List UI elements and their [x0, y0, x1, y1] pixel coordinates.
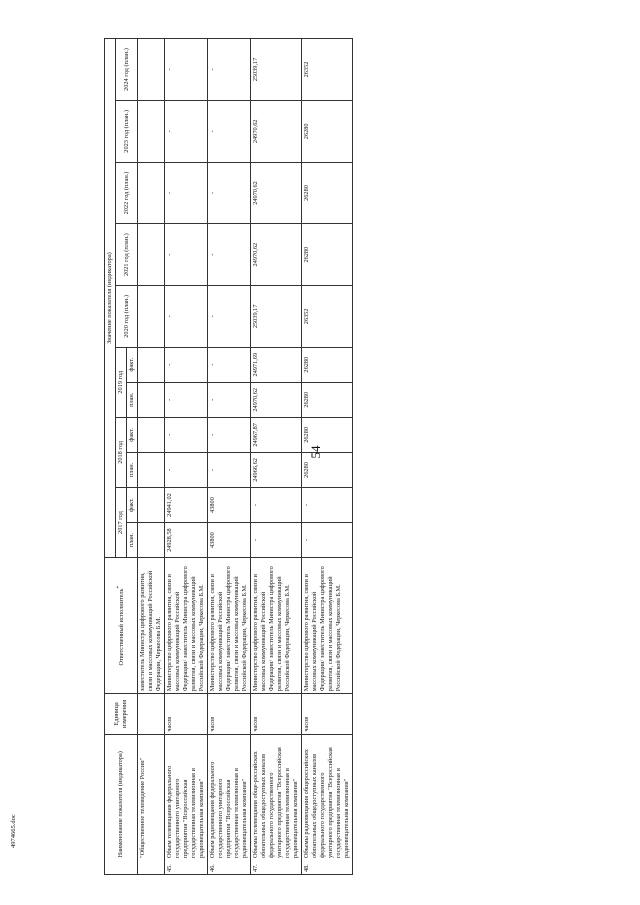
header-values-group: Значение показателя (индикатора) — [105, 39, 116, 558]
cell-value — [138, 100, 165, 162]
cell-indicator-name — [251, 734, 302, 874]
cell-value — [138, 285, 165, 347]
row-number: 46. — [209, 864, 216, 872]
cell-value: 26280 — [302, 452, 353, 487]
cell-value — [138, 417, 165, 452]
cell-value: 24970,62 — [251, 162, 302, 224]
header-2019-fact: факт. — [127, 347, 138, 382]
header-executor-text: Ответственный исполнитель — [118, 588, 126, 666]
rotated-table-page — [104, 38, 536, 875]
cell-executor: Министерство цифрового развития, связи и массовых коммуникаций Российской Федерации/ заместитель Министра цифрового развития, связи и массовых коммуникаций Российской Федерации, Черкесова Б.М. — [165, 558, 208, 694]
cell-value: 26280 — [302, 382, 353, 417]
indicator-name: Объемы радиовещания общероссийских обязательных общедоступных каналов федерального государственного унитарного предприятия "Всероссийская государственная телевизионная и радиовещательная компания" — [303, 747, 350, 858]
cell-value — [138, 224, 165, 286]
cell-value — [138, 452, 165, 487]
header-year-2023: 2023 год (план.) — [116, 100, 138, 162]
header-year-2021: 2021 год (план.) — [116, 224, 138, 286]
cell-unit: часов — [165, 694, 208, 734]
cell-value: - — [251, 523, 302, 558]
cell-value: 24967,87 — [251, 417, 302, 452]
cell-value: 24928,58 — [165, 523, 208, 558]
cell-indicator-name — [208, 734, 251, 874]
cell-executor: Министерство цифрового развития, связи и массовых коммуникаций Российской Федерации/ заместитель Министра цифрового развития, связи и массовых коммуникаций Российской Федерации, Черкесова Б.М. — [302, 558, 353, 694]
table-body — [138, 39, 353, 875]
cell-value — [138, 347, 165, 382]
cell-unit: часов — [302, 694, 353, 734]
header-2019-plan: план. — [127, 382, 138, 417]
cell-value: 24966,62 — [251, 452, 302, 487]
cell-value: - — [165, 39, 208, 101]
header-year-2017: 2017 год — [116, 487, 127, 557]
cell-value: - — [302, 523, 353, 558]
cell-value: - — [165, 382, 208, 417]
indicator-name: "Общественное телевидение России" — [139, 757, 146, 858]
cell-value: 26280 — [302, 100, 353, 162]
footer-code: 4974665.doc — [10, 814, 17, 848]
header-year-2020: 2020 год (план.) — [116, 285, 138, 347]
cell-unit — [138, 694, 165, 734]
header-executor — [105, 558, 138, 694]
cell-executor: Министерство цифрового развития, связи и массовых коммуникаций Российской Федерации/ заместитель Министра цифрового развития, связи и массовых коммуникаций Российской Федерации, Черкесова Б.М. — [251, 558, 302, 694]
cell-value: - — [165, 162, 208, 224]
cell-value — [138, 523, 165, 558]
cell-value: - — [208, 347, 251, 382]
cell-value: - — [165, 452, 208, 487]
cell-value: 24970,62 — [251, 224, 302, 286]
cell-value: - — [208, 162, 251, 224]
cell-value: 24941,02 — [165, 487, 208, 522]
cell-value: - — [165, 347, 208, 382]
row-number: 47. — [252, 864, 259, 872]
cell-value: 24970,62 — [251, 382, 302, 417]
indicator-name: Объем радиовещания федерального государственного унитарного предприятия "Всероссийская государственная телевизионная и радиовещательная компания" — [209, 761, 248, 858]
table-row — [302, 39, 353, 875]
indicator-name: Объем телевещания федерального государственного унитарного предприятия "Всероссийская государственная телевизионная и радиовещательная компания" — [166, 765, 205, 858]
cell-value: - — [208, 224, 251, 286]
cell-value: 24971,69 — [251, 347, 302, 382]
cell-value: - — [165, 285, 208, 347]
cell-value: 26280 — [302, 162, 353, 224]
cell-value: 26280 — [302, 224, 353, 286]
header-name: Наименование показателя (индикатора) — [105, 734, 138, 874]
cell-value: - — [208, 382, 251, 417]
cell-value: - — [208, 285, 251, 347]
header-executor-mark: * — [116, 585, 123, 589]
cell-value: - — [208, 39, 251, 101]
cell-executor: заместитель Министра цифрового развития, связи и массовых коммуникаций Российской Федерации, Черкесова Б.М. — [138, 558, 165, 694]
header-year-2024: 2024 год (план.) — [116, 39, 138, 101]
row-number: 45. — [166, 864, 173, 872]
header-2017-fact: факт. — [127, 487, 138, 522]
cell-value: 26352 — [302, 39, 353, 101]
row-number: 48. — [303, 864, 310, 872]
cell-value: - — [208, 100, 251, 162]
cell-indicator-name — [165, 734, 208, 874]
cell-value: - — [208, 417, 251, 452]
cell-value: 24970,62 — [251, 100, 302, 162]
cell-value: 26352 — [302, 285, 353, 347]
cell-value: - — [302, 487, 353, 522]
table-row — [251, 39, 302, 875]
cell-value — [138, 39, 165, 101]
page-number: 54 — [308, 445, 323, 459]
cell-unit: часов — [251, 694, 302, 734]
cell-value: 25039,17 — [251, 285, 302, 347]
cell-value: 25039,17 — [251, 39, 302, 101]
indicator-name: Объемы телевещания обще-российских обязательных общедоступных каналов федерального государственного унитарного предприятия "Всероссийская государственная телевизионная и радиовещательная компания" — [252, 747, 299, 858]
cell-value — [138, 382, 165, 417]
table-row — [138, 39, 165, 875]
cell-executor: Министерство цифрового развития, связи и массовых коммуникаций Российской Федерации/ заместитель Министра цифрового развития, связи и массовых коммуникаций Российской Федерации, Черкесова Б.М. — [208, 558, 251, 694]
cell-value: 43800 — [208, 523, 251, 558]
cell-indicator-name — [302, 734, 353, 874]
cell-value: 26280 — [302, 347, 353, 382]
cell-value: - — [165, 224, 208, 286]
table-row — [208, 39, 251, 875]
indicator-table — [104, 38, 353, 875]
cell-value — [138, 487, 165, 522]
cell-indicator-name — [138, 734, 165, 874]
cell-value: 43800 — [208, 487, 251, 522]
header-2018-fact: факт. — [127, 417, 138, 452]
header-2017-plan: план. — [127, 523, 138, 558]
table-row — [165, 39, 208, 875]
cell-value: 26280 — [302, 417, 353, 452]
cell-value: - — [165, 100, 208, 162]
cell-value — [138, 162, 165, 224]
header-year-2022: 2022 год (план.) — [116, 162, 138, 224]
cell-value: - — [251, 487, 302, 522]
header-unit: Единица измерения — [105, 694, 138, 734]
header-year-2018: 2018 год — [116, 417, 127, 487]
cell-unit: часов — [208, 694, 251, 734]
header-2018-plan: план. — [127, 452, 138, 487]
header-year-2019: 2019 год — [116, 347, 127, 417]
cell-value: - — [208, 452, 251, 487]
cell-value: - — [165, 417, 208, 452]
